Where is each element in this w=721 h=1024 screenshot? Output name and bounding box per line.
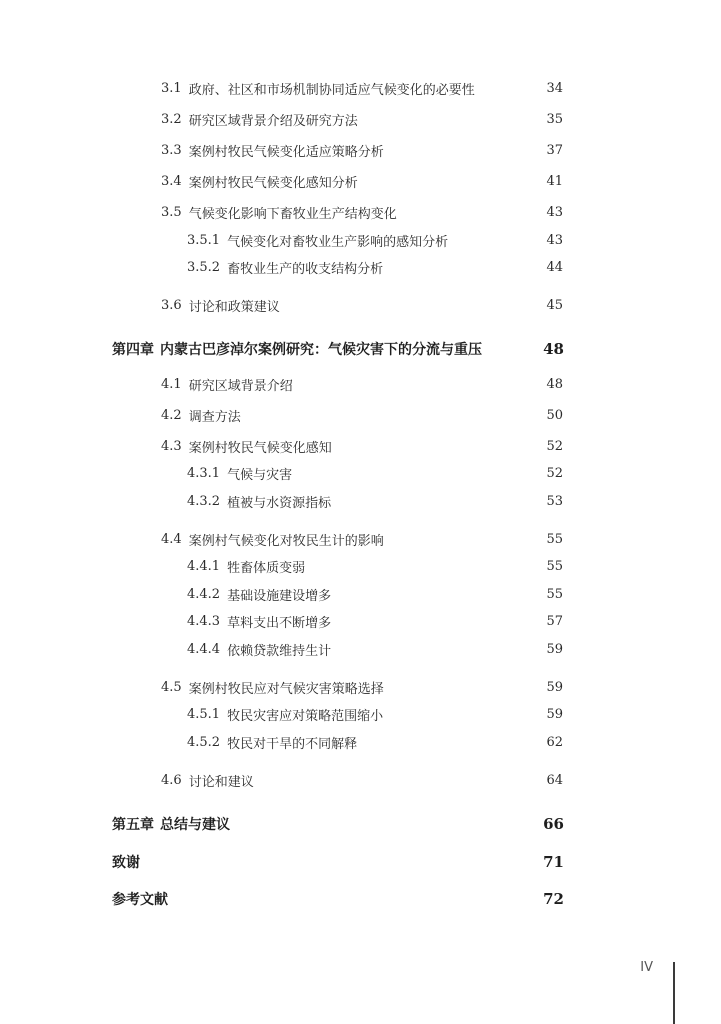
toc-entry[interactable]	[0, 850, 721, 874]
toc-entry-number: 4.6	[161, 772, 182, 788]
toc-entry-number: 4.4.2	[187, 586, 221, 602]
toc-entry-page: 72	[543, 890, 564, 908]
toc-entry-title: 政府、社区和市场机制协同适应气候变化的必要性	[188, 82, 475, 98]
toc-entry-title: 气候变化影响下畜牧业生产结构变化	[188, 206, 397, 222]
toc-entry-page: 35	[546, 111, 563, 127]
toc-entry[interactable]	[0, 372, 721, 396]
toc-entry-page: 66	[543, 815, 564, 833]
toc-entry-number: 3.2	[161, 111, 182, 127]
toc-entry-number: 3.6	[161, 297, 182, 313]
toc-entry-label	[187, 258, 383, 277]
toc-entry[interactable]	[0, 675, 721, 699]
toc-entry[interactable]	[0, 527, 721, 551]
toc-entry-number: 3.5.1	[187, 232, 221, 248]
toc-entry-label	[187, 612, 331, 631]
toc-entry[interactable]	[0, 293, 721, 317]
toc-entry-number: 4.4.3	[187, 613, 221, 629]
toc-entry-label	[187, 705, 383, 724]
toc-entry-page: 37	[546, 142, 563, 158]
toc-entry-label	[161, 375, 293, 394]
toc-entry-title: 讨论和政策建议	[188, 299, 280, 315]
toc-entry-title: 草料支出不断增多	[227, 615, 332, 631]
toc-entry-title: 案例村牧民气候变化感知分析	[188, 175, 358, 191]
toc-entry-label	[161, 678, 384, 697]
toc-entry-number: 3.5	[161, 204, 182, 220]
toc-entry[interactable]	[0, 403, 721, 427]
toc-entry-number: 3.3	[161, 142, 182, 158]
toc-entry-label	[161, 437, 332, 456]
toc-entry[interactable]	[0, 200, 721, 224]
toc-entry-title: 调查方法	[188, 409, 241, 425]
toc-entry-number: 4.3.1	[187, 465, 221, 481]
toc-entry-title: 牲畜体质变弱	[227, 560, 306, 576]
toc-entry-title: 案例村牧民气候变化感知	[188, 440, 332, 456]
toc-entry-label	[161, 296, 280, 315]
toc-entry[interactable]	[0, 702, 721, 726]
toc-entry-page: 52	[546, 465, 563, 481]
toc-entry-number: 4.3.2	[187, 493, 221, 509]
toc-entry-label	[161, 406, 241, 425]
toc-entry[interactable]	[0, 138, 721, 162]
toc-entry-page: 48	[546, 376, 563, 392]
toc-entry-label	[187, 557, 305, 576]
toc-entry-label	[112, 814, 230, 834]
toc-entry-number: 4.1	[161, 376, 182, 392]
toc-entry-label	[187, 492, 331, 511]
toc-entry-label	[187, 231, 448, 250]
toc-entry-page: 59	[546, 641, 563, 657]
toc-entry-page: 43	[546, 204, 563, 220]
toc-entry-label	[161, 172, 358, 191]
toc-entry-page: 50	[546, 407, 563, 423]
toc-entry-title: 案例村气候变化对牧民生计的影响	[188, 533, 384, 549]
toc-entry-title: 基础设施建设增多	[227, 588, 332, 604]
toc-entry-label	[112, 889, 168, 909]
toc-entry-page: 57	[546, 613, 563, 629]
toc-entry-title: 研究区域背景介绍	[188, 378, 293, 394]
toc-entry-title: 致谢	[112, 855, 140, 871]
toc-entry-label	[187, 733, 357, 752]
toc-entry[interactable]	[0, 582, 721, 606]
page-number: IV	[640, 960, 653, 975]
toc-entry-number: 4.3	[161, 438, 182, 454]
toc-entry-number: 4.2	[161, 407, 182, 423]
toc-entry-label	[161, 110, 358, 129]
toc-entry-page: 41	[546, 173, 563, 189]
toc-entry-number: 3.4	[161, 173, 182, 189]
toc-entry-page: 43	[546, 232, 563, 248]
toc-entry-number: 4.5.2	[187, 734, 221, 750]
toc-entry[interactable]	[0, 768, 721, 792]
toc-entry-title: 依赖贷款维持生计	[227, 643, 332, 659]
toc-entry-number: 3.5.2	[187, 259, 221, 275]
toc-entry-page: 53	[546, 493, 563, 509]
toc-entry-page: 55	[546, 531, 563, 547]
toc-entry[interactable]	[0, 609, 721, 633]
toc-entry-label	[112, 852, 140, 872]
toc-entry-label	[112, 339, 482, 359]
toc-entry-number: 第四章	[112, 342, 154, 358]
toc-entry-label	[161, 79, 475, 98]
toc-entry-page: 62	[546, 734, 563, 750]
toc-entry-page: 59	[546, 679, 563, 695]
toc-entry-title: 讨论和建议	[188, 774, 254, 790]
toc-entry-page: 55	[546, 558, 563, 574]
toc-entry-page: 59	[546, 706, 563, 722]
toc-entry-label	[187, 640, 331, 659]
toc-entry-title: 参考文献	[112, 892, 168, 908]
toc-entry-page: 44	[546, 259, 563, 275]
toc-entry[interactable]	[0, 76, 721, 100]
toc-entry[interactable]	[0, 637, 721, 661]
toc-entry[interactable]	[0, 730, 721, 754]
toc-entry-title: 气候变化对畜牧业生产影响的感知分析	[227, 234, 449, 250]
toc-entry-number: 4.4	[161, 531, 182, 547]
toc-entry-page: 45	[546, 297, 563, 313]
toc-entry[interactable]	[0, 255, 721, 279]
toc-entry-number: 3.1	[161, 80, 182, 96]
toc-entry-number: 4.4.1	[187, 558, 221, 574]
toc-entry[interactable]	[0, 887, 721, 911]
toc-entry-label	[161, 203, 397, 222]
toc-entry-page: 71	[543, 853, 564, 871]
toc-entry-label	[187, 464, 292, 483]
toc-entry-label	[187, 585, 331, 604]
toc-entry-label	[161, 141, 384, 160]
footer-rule	[673, 962, 675, 1024]
toc-entry-label	[161, 530, 384, 549]
toc-entry[interactable]	[0, 434, 721, 458]
toc-entry[interactable]	[0, 812, 721, 836]
toc-entry[interactable]	[0, 169, 721, 193]
toc-entry-title: 植被与水资源指标	[227, 495, 332, 511]
toc-entry[interactable]	[0, 228, 721, 252]
toc-entry-title: 总结与建议	[160, 817, 230, 833]
toc-entry-number: 4.5	[161, 679, 182, 695]
toc-entry-label	[161, 771, 254, 790]
toc-entry-title: 牧民对干旱的不同解释	[227, 736, 358, 752]
toc-entry-title: 畜牧业生产的收支结构分析	[227, 261, 384, 277]
toc-entry[interactable]	[0, 554, 721, 578]
toc-entry-page: 34	[546, 80, 563, 96]
toc-entry[interactable]	[0, 107, 721, 131]
toc-entry-title: 研究区域背景介绍及研究方法	[188, 113, 358, 129]
toc-entry-title: 案例村牧民气候变化适应策略分析	[188, 144, 384, 160]
toc-entry-title: 案例村牧民应对气候灾害策略选择	[188, 681, 384, 697]
toc-entry[interactable]	[0, 337, 721, 361]
toc-entry-title: 牧民灾害应对策略范围缩小	[227, 708, 384, 724]
toc-entry-title: 气候与灾害	[227, 467, 293, 483]
toc-entry-page: 55	[546, 586, 563, 602]
toc-entry-page: 48	[543, 340, 564, 358]
toc-entry[interactable]	[0, 461, 721, 485]
toc-entry-title: 内蒙古巴彦淖尔案例研究：气候灾害下的分流与重压	[160, 342, 482, 358]
toc-entry-number: 第五章	[112, 817, 154, 833]
toc-entry-number: 4.5.1	[187, 706, 221, 722]
toc-entry-page: 52	[546, 438, 563, 454]
toc-entry-page: 64	[546, 772, 563, 788]
toc-entry-number: 4.4.4	[187, 641, 221, 657]
toc-entry[interactable]	[0, 489, 721, 513]
